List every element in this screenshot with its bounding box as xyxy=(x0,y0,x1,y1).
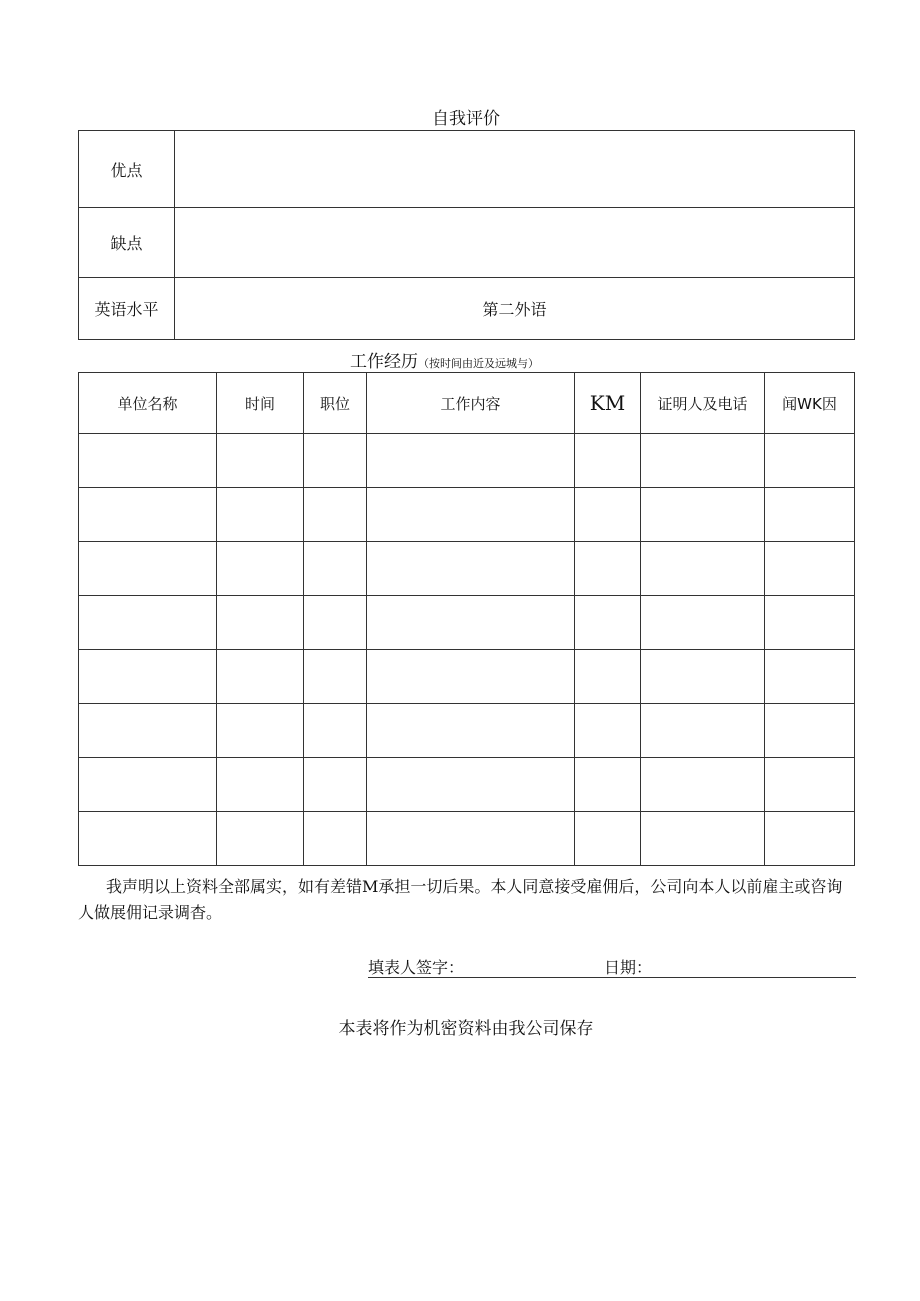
table-cell[interactable] xyxy=(765,488,855,542)
english-level-label: 英语水平 xyxy=(79,278,175,340)
header-km: KM xyxy=(575,373,641,434)
signature-line[interactable] xyxy=(368,955,856,978)
table-cell[interactable] xyxy=(765,704,855,758)
table-cell[interactable] xyxy=(217,596,304,650)
footer-confidential-note: 本表将作为机密资料由我公司保存 xyxy=(338,1019,594,1039)
table-cell[interactable] xyxy=(641,758,765,812)
table-cell[interactable] xyxy=(79,812,217,866)
table-cell[interactable] xyxy=(367,758,575,812)
table-cell[interactable] xyxy=(367,596,575,650)
table-cell[interactable] xyxy=(79,542,217,596)
table-cell[interactable] xyxy=(367,704,575,758)
table-cell[interactable] xyxy=(765,596,855,650)
work-history-table xyxy=(78,372,855,866)
table-cell[interactable] xyxy=(79,704,217,758)
header-company: 单位名称 xyxy=(79,373,217,434)
table-cell[interactable] xyxy=(367,434,575,488)
declaration-text: 我声明以上资料全部属实，如有差错M承担一切后果。本人同意接受雇佣后，公司向本人以前雇主或咨询人做展佣记录调杳。 xyxy=(78,877,843,922)
table-cell[interactable] xyxy=(79,758,217,812)
table-cell[interactable] xyxy=(575,488,641,542)
table-cell[interactable] xyxy=(304,758,367,812)
table-cell[interactable] xyxy=(641,488,765,542)
table-cell[interactable] xyxy=(641,434,765,488)
table-row xyxy=(79,650,855,704)
table-cell[interactable] xyxy=(575,812,641,866)
table-row xyxy=(79,542,855,596)
table-row xyxy=(79,704,855,758)
table-cell[interactable] xyxy=(765,650,855,704)
self-eval-title: 自我评价 xyxy=(432,109,500,129)
work-history-note: （按时间由近及远城与） xyxy=(418,357,539,370)
table-cell[interactable] xyxy=(765,542,855,596)
table-cell[interactable] xyxy=(79,596,217,650)
table-cell[interactable] xyxy=(304,704,367,758)
table-cell[interactable] xyxy=(217,758,304,812)
table-cell[interactable] xyxy=(765,812,855,866)
table-cell[interactable] xyxy=(641,542,765,596)
header-job-content: 工作内容 xyxy=(367,373,575,434)
table-cell[interactable] xyxy=(217,434,304,488)
self-eval-table xyxy=(78,130,855,340)
table-cell[interactable] xyxy=(217,650,304,704)
table-row xyxy=(79,434,855,488)
strengths-label: 优点 xyxy=(79,131,175,208)
table-cell[interactable] xyxy=(217,542,304,596)
header-time: 时间 xyxy=(217,373,304,434)
table-row xyxy=(79,812,855,866)
table-cell[interactable] xyxy=(575,596,641,650)
table-cell[interactable] xyxy=(304,488,367,542)
table-cell[interactable] xyxy=(641,596,765,650)
table-cell[interactable] xyxy=(575,758,641,812)
table-cell[interactable] xyxy=(367,488,575,542)
table-row xyxy=(79,596,855,650)
date-label: 日期： xyxy=(604,958,653,977)
weaknesses-field[interactable] xyxy=(175,208,855,278)
table-cell[interactable] xyxy=(575,434,641,488)
header-reference-phone: 证明人及电话 xyxy=(641,373,765,434)
table-row xyxy=(79,758,855,812)
table-cell[interactable] xyxy=(304,812,367,866)
header-position: 职位 xyxy=(304,373,367,434)
table-cell[interactable] xyxy=(79,434,217,488)
table-cell[interactable] xyxy=(575,650,641,704)
table-row xyxy=(79,488,855,542)
table-cell[interactable] xyxy=(641,704,765,758)
table-cell[interactable] xyxy=(367,542,575,596)
work-history-title xyxy=(350,347,539,372)
table-cell[interactable] xyxy=(641,812,765,866)
table-cell[interactable] xyxy=(79,650,217,704)
header-leave-reason: 闻WK因 xyxy=(765,373,855,434)
table-cell[interactable] xyxy=(304,434,367,488)
table-cell[interactable] xyxy=(765,758,855,812)
weaknesses-label: 缺点 xyxy=(79,208,175,278)
work-history-title-text: 工作经历 xyxy=(350,352,418,372)
table-cell[interactable] xyxy=(217,812,304,866)
table-cell[interactable] xyxy=(79,488,217,542)
signer-label: 填表人签字： xyxy=(368,958,465,977)
table-cell[interactable] xyxy=(217,704,304,758)
table-cell[interactable] xyxy=(304,596,367,650)
table-cell[interactable] xyxy=(575,542,641,596)
strengths-field[interactable] xyxy=(175,131,855,208)
table-cell[interactable] xyxy=(367,650,575,704)
table-cell[interactable] xyxy=(217,488,304,542)
table-cell[interactable] xyxy=(367,812,575,866)
table-cell[interactable] xyxy=(765,434,855,488)
table-cell[interactable] xyxy=(641,650,765,704)
table-cell[interactable] xyxy=(304,650,367,704)
table-cell[interactable] xyxy=(575,704,641,758)
table-cell[interactable] xyxy=(304,542,367,596)
second-language-field[interactable]: 第二外语 xyxy=(175,278,855,340)
